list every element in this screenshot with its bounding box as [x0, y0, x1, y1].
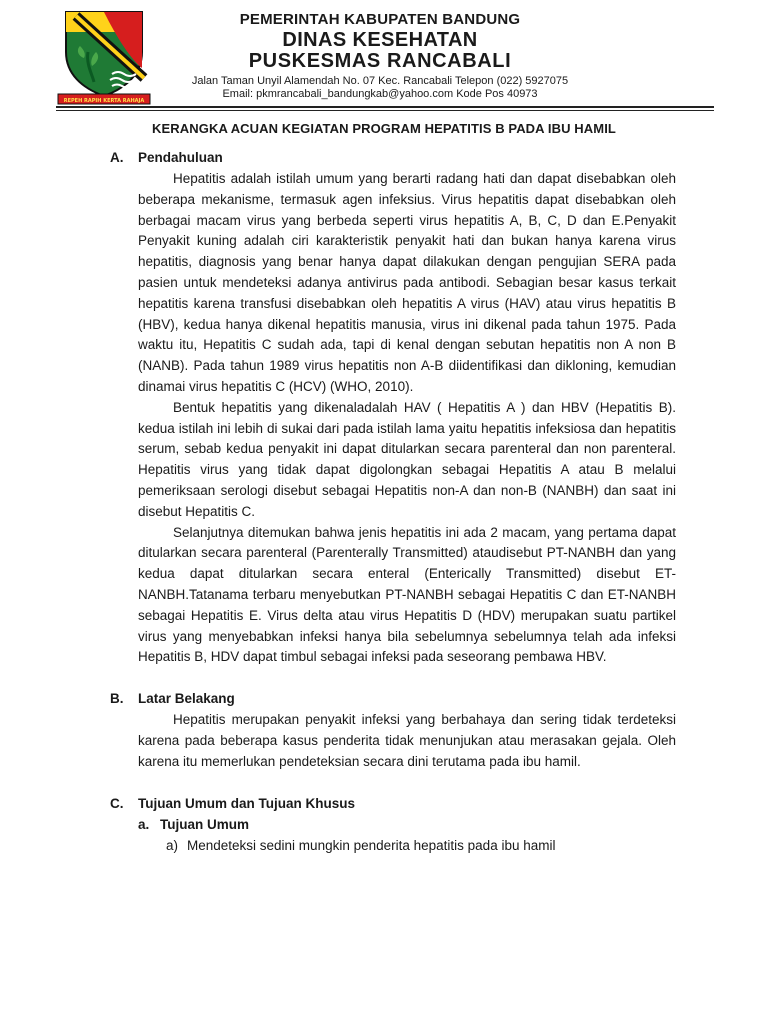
section-c-heading [110, 794, 676, 815]
subsection-heading [138, 815, 676, 836]
list-item [166, 836, 676, 857]
paragraph: Selanjutnya ditemukan bahwa jenis hepatitis ini ada 2 macam, yang pertama dapat ditularkan secara parenteral (Parenterally Transmitted) ataudisebut PT-NANBH dan yang kedua dapat ditularkan secara enteral (Enterically Transmitted) disebut ET-NANBH.Tatanama terbaru menyebutkan PT-NANBH sebagai Hepatitis C dan ET-NANBH sebagai Hepatitis E. Virus delta atau virus Hepatitis D (HDV) merupakan suatu partikel virus yang menyebabkan infeksi hanya bila sebelumnya sebelumnya telah ada infeksi Hepatitis B, HDV dapat timbul sebagai infeksi pada seseorang pembawa HBV. [138, 524, 676, 665]
paragraph: Hepatitis adalah istilah umum yang berarti radang hati dan dapat disebabkan oleh beberapa mekanisme, termasuk agen infeksius. Virus hepatitis dapat disebabkan oleh berbagai macam virus yang berbeda seperti virus hepatitis A, B, C, D dan E.Penyakit Penyakit kuning adalah ciri karakteristik penyakit hati dan bukan hanya karena virus hepatitis, diagnosis yang benar hanya dapat dilakukan dengan pengujian SERA pada pasien untuk mendeteksi adanya antivirus pada antibodi. Sebagian besar kasus terkait hepatitis karena transfusi disebabkan oleh hepatitis A virus (HAV) atau virus hepatitis B (HBV), kedua hanya dikenal hepatitis manusia, virus ini dikenal pada tahun 1975. Pada waktu itu, Hepatitis C sudah ada, tapi di kenal dengan sebutan hepatitis non A non B (NANB). Pada tahun 1989 virus hepatitis non A-B diidentifikasi dan dikloning, kemudian dinamai virus hepatitis C (HCV) (WHO, 2010). [138, 171, 676, 394]
section-title: Tujuan Umum dan Tujuan Khusus [138, 795, 355, 811]
letterhead-government: PEMERINTAH KABUPATEN BANDUNG [239, 11, 521, 28]
paragraph: Bentuk hepatitis yang dikenaladalah HAV ( Hepatitis A ) dan HBV (Hepatitis B). kedua istilah ini lebih di sukai dari pada istilah lama yaitu hepatitis infeksiosa dan hepatitis serum, sebab kedua penyakit ini dapat ditularkan secara parenteral dan non parenteral. Hepatitis virus yang tidak dapat digolongkan sebagai Hepatitis A atau B melalui pemeriksaan serologi disebut sebagai Hepatitis non-A dan non-B (NANBH) dan saat ini disebut Hepatitis C. [138, 399, 676, 519]
section-title: Latar Belakang [138, 691, 235, 707]
section-a-heading [110, 148, 676, 169]
kabupaten-bandung-logo [56, 8, 152, 106]
spacer [110, 668, 676, 689]
section-number: B. [110, 691, 124, 707]
list-item-number: a) [166, 837, 179, 853]
letterhead-divider-thin [56, 110, 714, 111]
document-title: KERANGKA ACUAN KEGIATAN PROGRAM HEPATITIS B PADA IBU HAMIL [152, 121, 616, 136]
section-title: Pendahuluan [138, 150, 223, 165]
spacer [110, 773, 676, 794]
letterhead-address: Jalan Taman Unyil Alamendah No. 07 Kec. Rancabali Telepon (022) 5927075 [191, 75, 569, 87]
letterhead-department: DINAS KESEHATAN [282, 29, 478, 51]
section-number: A. [110, 150, 124, 165]
document-body [110, 148, 676, 857]
letterhead-institution: PUSKESMAS RANCABALI [248, 50, 512, 72]
subsection-number: a. [138, 816, 150, 832]
subsection-title: Tujuan Umum [160, 816, 249, 832]
section-number: C. [110, 795, 124, 811]
logo-banner-text: REPEH RAPIH KERTA RAHAJA [63, 98, 145, 104]
letterhead-divider-thick [56, 106, 714, 108]
section-b-heading [110, 689, 676, 710]
letterhead-contact: Email: pkmrancabali_bandungkab@yahoo.com Kode Pos 40973 [222, 88, 538, 100]
paragraph: Hepatitis merupakan penyakit infeksi yang berbahaya dan sering tidak terdeteksi karena pada beberapa kasus penderita tidak menunjukan atau merasakan gejala. Oleh karena itu memerlukan pendeteksian secara dini terutama pada ibu hamil. [138, 712, 676, 769]
list-item-text: Mendeteksi sedini mungkin penderita hepatitis pada ibu hamil [187, 837, 556, 853]
letterhead [160, 10, 600, 100]
